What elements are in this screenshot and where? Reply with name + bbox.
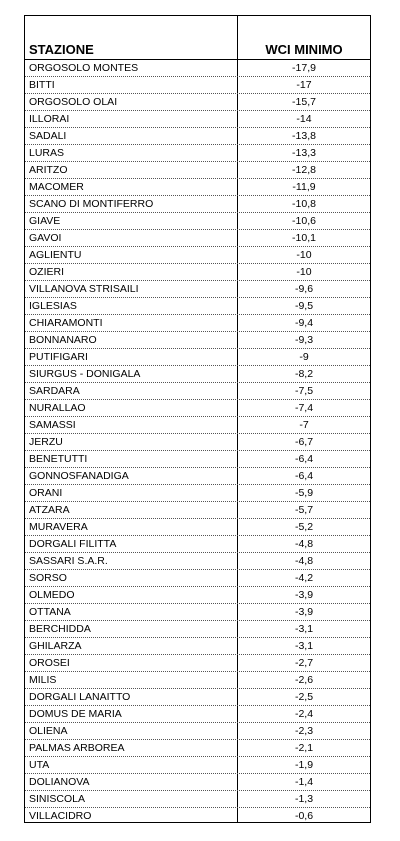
wci-value: -6,4 <box>294 453 314 465</box>
station-name: ORANI <box>29 487 63 499</box>
station-name: NURALLAO <box>29 402 86 414</box>
wci-value: -10,1 <box>292 232 316 244</box>
station-name: MURAVERA <box>29 521 88 533</box>
table-row <box>25 621 370 638</box>
station-name: JERZU <box>29 436 63 448</box>
station-name: BONNANARO <box>29 334 97 346</box>
station-name: ORGOSOLO MONTES <box>29 62 139 74</box>
table-row <box>25 655 370 672</box>
station-name: CHIARAMONTI <box>29 317 103 329</box>
wci-value: -5,2 <box>294 521 314 533</box>
table-row <box>25 570 370 587</box>
table-row <box>25 757 370 774</box>
table-row <box>25 672 370 689</box>
wci-value: -15,7 <box>292 96 316 108</box>
table-row <box>25 553 370 570</box>
station-name: OLMEDO <box>29 589 75 601</box>
station-name: SARDARA <box>29 385 80 397</box>
table-row <box>25 128 370 145</box>
station-name: GONNOSFANADIGA <box>29 470 129 482</box>
wci-value: -3,9 <box>294 589 314 601</box>
station-name: SCANO DI MONTIFERRO <box>29 198 154 210</box>
table-row <box>25 808 370 825</box>
table-body <box>25 60 370 825</box>
wci-value: -3,1 <box>294 640 314 652</box>
wci-value: -3,1 <box>294 623 314 635</box>
wci-value: -9,3 <box>294 334 314 346</box>
wci-value: -6,7 <box>294 436 314 448</box>
wci-value: -9,4 <box>294 317 314 329</box>
table-row <box>25 77 370 94</box>
table-row <box>25 162 370 179</box>
station-name: DOMUS DE MARIA <box>29 708 122 720</box>
wci-value: -13,8 <box>292 130 316 142</box>
wci-value: -12,8 <box>292 164 316 176</box>
station-name: VILLACIDRO <box>29 810 92 822</box>
table-row <box>25 536 370 553</box>
station-name: MILIS <box>29 674 57 686</box>
station-name: GIAVE <box>29 215 61 227</box>
table-row <box>25 247 370 264</box>
table-row <box>25 298 370 315</box>
header-station: STAZIONE <box>29 42 94 57</box>
table-row <box>25 366 370 383</box>
table-row <box>25 519 370 536</box>
station-name: MACOMER <box>29 181 84 193</box>
table-row <box>25 434 370 451</box>
table-row <box>25 485 370 502</box>
table-row <box>25 332 370 349</box>
table-row <box>25 111 370 128</box>
wci-value: -4,2 <box>294 572 314 584</box>
station-name: BITTI <box>29 79 55 91</box>
station-name: UTA <box>29 759 50 771</box>
table-row <box>25 774 370 791</box>
wci-value: -2,1 <box>294 742 314 754</box>
wci-value: -17,9 <box>292 62 316 74</box>
table-row <box>25 502 370 519</box>
station-name: OROSEI <box>29 657 70 669</box>
station-name: OTTANA <box>29 606 71 618</box>
wci-value: -2,6 <box>294 674 314 686</box>
table-header <box>25 16 370 60</box>
table-row <box>25 383 370 400</box>
table-row <box>25 400 370 417</box>
table-row <box>25 315 370 332</box>
wci-value: -10,6 <box>292 215 316 227</box>
wci-value: -7,5 <box>294 385 314 397</box>
wci-value: -4,8 <box>294 538 314 550</box>
station-name: SAMASSI <box>29 419 76 431</box>
wci-value: -2,7 <box>294 657 314 669</box>
station-name: GHILARZA <box>29 640 82 652</box>
wci-value: -1,3 <box>294 793 314 805</box>
wci-value: -5,9 <box>294 487 314 499</box>
wci-value: -2,3 <box>294 725 314 737</box>
wci-value: -3,9 <box>294 606 314 618</box>
table-row <box>25 706 370 723</box>
station-name: SINISCOLA <box>29 793 86 805</box>
table-row <box>25 689 370 706</box>
table-row <box>25 723 370 740</box>
station-name: LURAS <box>29 147 65 159</box>
station-name: OZIERI <box>29 266 65 278</box>
station-name: DORGALI FILITTA <box>29 538 117 550</box>
wci-value: -9 <box>299 351 309 363</box>
table-row <box>25 791 370 808</box>
table-row <box>25 213 370 230</box>
station-name: PALMAS ARBOREA <box>29 742 125 754</box>
table-row <box>25 604 370 621</box>
table-row <box>25 230 370 247</box>
table-row <box>25 417 370 434</box>
table-row <box>25 94 370 111</box>
table-row <box>25 60 370 77</box>
table-row <box>25 264 370 281</box>
station-name: SASSARI S.A.R. <box>29 555 108 567</box>
wci-value: -1,9 <box>294 759 314 771</box>
station-name: DORGALI LANAITTO <box>29 691 131 703</box>
table-row <box>25 349 370 366</box>
table-row <box>25 145 370 162</box>
wci-value: -9,6 <box>294 283 314 295</box>
station-name: ILLORAI <box>29 113 70 125</box>
station-name: IGLESIAS <box>29 300 77 312</box>
station-name: OLIENA <box>29 725 68 737</box>
wci-value: -10 <box>296 266 312 278</box>
station-name: SORSO <box>29 572 67 584</box>
station-name: PUTIFIGARI <box>29 351 88 363</box>
wci-value: -14 <box>296 113 312 125</box>
wci-value: -0,6 <box>294 810 314 822</box>
station-name: BENETUTTI <box>29 453 88 465</box>
table-row <box>25 281 370 298</box>
station-name: ATZARA <box>29 504 70 516</box>
wci-value: -7,4 <box>294 402 314 414</box>
table-row <box>25 451 370 468</box>
header-wci-minimo: WCI MINIMO <box>265 42 343 57</box>
station-name: ORGOSOLO OLAI <box>29 96 118 108</box>
wci-value: -2,4 <box>294 708 314 720</box>
table-row <box>25 468 370 485</box>
station-name: SIURGUS - DONIGALA <box>29 368 141 380</box>
station-name: SADALI <box>29 130 67 142</box>
station-name: DOLIANOVA <box>29 776 90 788</box>
table-row <box>25 740 370 757</box>
wci-value: -8,2 <box>294 368 314 380</box>
wci-table <box>24 15 371 823</box>
station-name: ARITZO <box>29 164 68 176</box>
table-row <box>25 587 370 604</box>
table-row <box>25 638 370 655</box>
wci-value: -1,4 <box>294 776 314 788</box>
station-name: AGLIENTU <box>29 249 82 261</box>
wci-value: -11,9 <box>292 181 316 193</box>
station-name: GAVOI <box>29 232 62 244</box>
wci-value: -13,3 <box>292 147 316 159</box>
station-name: VILLANOVA STRISAILI <box>29 283 139 295</box>
wci-value: -10,8 <box>292 198 316 210</box>
wci-value: -10 <box>296 249 312 261</box>
wci-value: -7 <box>299 419 309 431</box>
wci-value: -5,7 <box>294 504 314 516</box>
wci-value: -2,5 <box>294 691 314 703</box>
wci-value: -6,4 <box>294 470 314 482</box>
wci-value: -9,5 <box>294 300 314 312</box>
table-row <box>25 196 370 213</box>
table-row <box>25 179 370 196</box>
station-name: BERCHIDDA <box>29 623 91 635</box>
wci-value: -4,8 <box>294 555 314 567</box>
wci-value: -17 <box>296 79 312 91</box>
